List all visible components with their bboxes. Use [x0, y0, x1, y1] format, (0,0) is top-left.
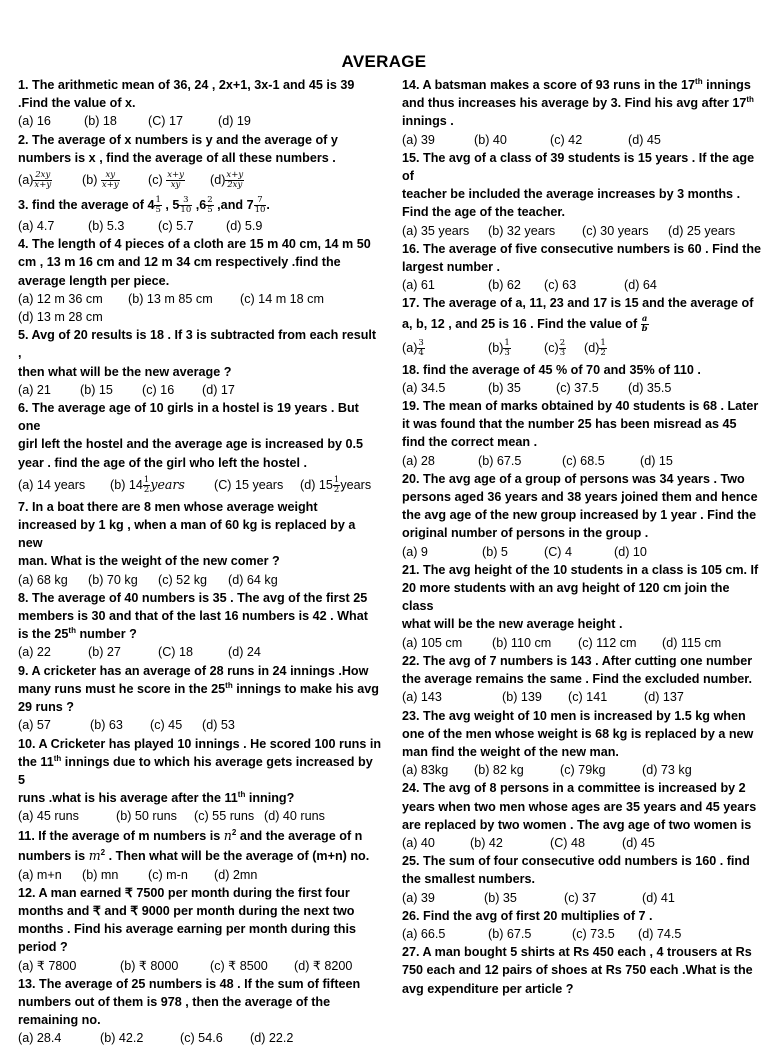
option-a: (a) 45 runs — [18, 809, 79, 824]
question-text: 7. In a boat there are 8 men whose average weight — [18, 499, 318, 514]
question-text: 5. Avg of 20 results is 18 . If 3 is subtracted from each result , — [18, 328, 377, 361]
option-a: (a) 34.5 — [402, 380, 446, 395]
option-c: (c) 63 — [544, 278, 577, 293]
option-c: (c) 79kg — [560, 763, 606, 778]
question-text: 25. The sum of four consecutive odd numbers is 160 . find — [402, 854, 750, 869]
option-d: (d) 115 cm — [662, 635, 722, 650]
question-text: girl left the hostel and the average age is increased by 0.5 — [18, 437, 364, 452]
question-10 — [18, 735, 382, 826]
option-a: (a) 9 — [402, 544, 428, 559]
question-22 — [402, 652, 762, 707]
options — [402, 335, 762, 361]
options — [402, 379, 762, 397]
option-d: (d) $\frac{x+y}{2xy}$ — [210, 170, 244, 191]
options — [402, 543, 762, 561]
option-b: (b) 42.2 — [100, 1031, 144, 1046]
question-text: persons aged 36 years and 38 years joined them and hence — [402, 490, 758, 505]
question-text: 27. A man bought 5 shirts at Rs 450 each , 4 trousers at Rs — [402, 945, 752, 960]
question-text: years when two men whose ages are 35 years and 45 years — [402, 799, 757, 814]
question-text: 2. The average of x numbers is y and the average of y — [18, 132, 338, 147]
option-c: (c) 112 cm — [578, 635, 637, 650]
option-c: (c) 45 — [150, 718, 183, 733]
option-a: (a) 14 years — [18, 477, 86, 492]
options — [402, 761, 762, 779]
option-c: (c) 5.7 — [158, 219, 194, 234]
option-c: (c) 37 — [564, 890, 597, 905]
question-8 — [18, 589, 382, 662]
option-a: (a) 57 — [18, 718, 51, 733]
question-text: 3. find the average of 4 $\frac{1}{5}$ , 5 $\frac{3}{10}$ ,6 $\frac{2}{5}$ ,and 7 $\frac{7}{10}$ . — [18, 195, 270, 216]
option-c: (c) 55 runs — [194, 809, 255, 824]
page-title: AVERAGE — [341, 52, 427, 71]
question-14 — [402, 76, 762, 149]
question-text: 14. A batsman makes a score of 93 runs in the 17th innings — [402, 76, 751, 92]
options — [18, 112, 382, 130]
question-text: the 11th innings due to which his average gets increased by 5 — [18, 753, 373, 787]
options — [18, 308, 382, 326]
question-text: cm , 13 m 16 cm and 12 m 34 cm respectively .find the — [18, 255, 341, 270]
option-c: (C) 18 — [158, 645, 193, 660]
option-c: (C) 17 — [148, 114, 183, 129]
option-c: (c) 141 — [568, 690, 608, 705]
options — [18, 807, 382, 825]
question-text: original number of persons in the group . — [402, 526, 649, 541]
question-16 — [402, 240, 762, 295]
option-a: (a) 21 — [18, 382, 51, 397]
options — [402, 925, 762, 943]
option-b: (b) ₹ 8000 — [120, 958, 179, 973]
question-text: it was found that the number 25 has been misread as 45 — [402, 417, 737, 432]
question-text: period ? — [18, 940, 68, 955]
option-b: (b) 18 — [84, 114, 117, 129]
question-text: 13. The average of 25 numbers is 48 . If the sum of fifteen — [18, 976, 361, 991]
question-24 — [402, 779, 762, 852]
question-text: is the 25th number ? — [18, 626, 137, 642]
question-26 — [402, 907, 762, 943]
options — [402, 222, 762, 240]
option-d: (d) 17 — [202, 382, 235, 397]
question-text: innings . — [402, 114, 454, 129]
option-d: (d) 40 runs — [264, 809, 325, 824]
option-c: (c) 73.5 — [572, 926, 615, 941]
option-d: (d) 45 — [628, 132, 661, 147]
question-text: 17. The average of a, 11, 23 and 17 is 15 and the average of — [402, 296, 754, 311]
question-text: man find the weight of the new man. — [402, 744, 619, 759]
question-17 — [402, 294, 762, 360]
option-a: (a) 4.7 — [18, 219, 55, 234]
question-text: teacher be included the average increases by 3 months . — [402, 187, 741, 202]
option-c: (c) ₹ 8500 — [210, 958, 268, 973]
option-c: (c) 30 years — [582, 223, 649, 238]
option-d: (d) 10 — [614, 544, 647, 559]
question-text: avg expenditure per article ? — [402, 981, 574, 996]
option-b: (b) 67.5 — [478, 453, 522, 468]
question-5 — [18, 326, 382, 399]
option-a: (a) 66.5 — [402, 926, 446, 941]
option-a: (a) 35 years — [402, 223, 470, 238]
question-27 — [402, 943, 762, 998]
options — [402, 276, 762, 294]
option-a: (a) 40 — [402, 835, 435, 850]
option-d: (d) 45 — [622, 835, 655, 850]
question-3 — [18, 193, 382, 235]
option-d: (d) 64 kg — [228, 572, 278, 587]
question-15 — [402, 149, 762, 240]
question-text: average length per piece. — [18, 273, 170, 288]
question-23 — [402, 707, 762, 780]
question-text: 11. If the average of m numbers is $n^2$ and the average of n — [18, 827, 363, 843]
option-b: (b) 40 — [474, 132, 507, 147]
option-a: (a) ₹ 7800 — [18, 958, 77, 973]
question-text: 16. The average of five consecutive numbers is 60 . Find the — [402, 241, 762, 256]
question-4 — [18, 235, 382, 326]
question-text: many runs must he score in the 25th innings to make his avg — [18, 680, 379, 696]
question-text: 21. The avg height of the 10 students in a class is 105 cm. If — [402, 562, 759, 577]
question-text: members is 30 and that of the last 16 numbers is 42 . What — [18, 609, 368, 624]
question-text: 4. The length of 4 pieces of a cloth are 15 m 40 cm, 14 m 50 — [18, 237, 371, 252]
option-b: (b) 70 kg — [88, 572, 138, 587]
question-text: man. What is the weight of the new comer ? — [18, 554, 280, 569]
option-b: (b) 5.3 — [88, 219, 125, 234]
question-text: 1. The arithmetic mean of 36, 24 , 2x+1, 3x-1 and 45 is 39 — [18, 78, 355, 92]
question-text: then what will be the new average ? — [18, 364, 232, 379]
option-b: (b) 110 cm — [492, 635, 552, 650]
option-b: (b) 139 — [502, 690, 542, 705]
option-b: (b) 14 $\frac{1}{2}$ years — [110, 475, 185, 496]
question-11 — [18, 826, 382, 884]
question-text: 20 more students with an avg height of 120 cm join the class — [402, 581, 730, 614]
option-a: (a) 39 — [402, 890, 435, 905]
option-c: (c) $\frac{x+y}{xy}$ — [148, 170, 184, 191]
option-a: (a) 143 — [402, 690, 442, 705]
option-c: (c) 42 — [550, 132, 583, 147]
option-a: (a) 83kg — [402, 763, 449, 778]
options — [18, 472, 382, 498]
option-a: (a) $\frac{2xy}{x+y}$ — [18, 170, 52, 191]
options — [18, 217, 382, 235]
option-b: (b) $\frac{1}{3}$ — [488, 337, 510, 358]
option-a: (a) 12 m 36 cm — [18, 291, 103, 306]
question-text: 8. The average of 40 numbers is 35 . The avg of the first 25 — [18, 590, 368, 605]
option-a: (a) 16 — [18, 114, 51, 129]
question-text: 20. The avg age of a group of persons was 34 years . Two — [402, 471, 745, 486]
question-text: 26. Find the avg of first 20 multiplies of 7 . — [402, 908, 653, 923]
question-text: and thus increases his average by 3. Find his avg after 17th — [402, 95, 754, 111]
question-6 — [18, 399, 382, 498]
options — [18, 1029, 382, 1047]
option-d: (d) 24 — [228, 645, 261, 660]
option-a: (a) 39 — [402, 132, 435, 147]
option-b: (b) $\frac{xy}{x+y}$ — [82, 170, 119, 191]
question-text: the average remains the same . Find the excluded number. — [402, 672, 752, 687]
options — [18, 716, 382, 734]
option-d: (d) 5.9 — [226, 219, 263, 234]
option-d: (d) 137 — [644, 690, 684, 705]
question-text: one of the men whose weight is 68 kg is replaced by a new — [402, 726, 754, 741]
question-text: find the correct mean . — [402, 435, 538, 450]
option-b: (b) 35 — [484, 890, 517, 905]
option-d: (d) 41 — [642, 890, 675, 905]
option-a: (a) 28 — [402, 453, 435, 468]
option-a: (a) 28.4 — [18, 1031, 62, 1046]
option-c: (c) 16 — [142, 382, 175, 397]
question-text: numbers out of them is 978 , then the average of the — [18, 994, 331, 1009]
option-b: (b) 42 — [470, 835, 503, 850]
option-d: (d) ₹ 8200 — [294, 958, 353, 973]
question-text: .Find the value of x. — [18, 96, 136, 111]
question-text: runs .what is his average after the 11th inning? — [18, 789, 295, 806]
option-d: (d) 73 kg — [642, 763, 692, 778]
question-text: 750 each and 12 pairs of shoes at Rs 750 each .What is the — [402, 963, 753, 978]
option-d: (d) 35.5 — [628, 380, 672, 395]
question-text: 15. The avg of a class of 39 students is 15 years . If the age of — [402, 150, 755, 184]
question-text: 22. The avg of 7 numbers is 143 . After cutting one number — [402, 653, 753, 668]
question-text: increased by 1 kg , when a man of 60 kg is replaced by a new — [18, 518, 356, 551]
option-d: (d) 19 — [218, 114, 251, 129]
question-13 — [18, 975, 382, 1048]
question-12 — [18, 884, 382, 975]
question-7 — [18, 498, 382, 589]
option-d: (d) 2mn — [214, 867, 258, 882]
question-19 — [402, 397, 762, 470]
question-text: 23. The avg weight of 10 men is increased by 1.5 kg when — [402, 708, 746, 723]
left-column — [18, 76, 382, 1048]
question-text: what will be the new average height . — [402, 617, 623, 632]
question-18 — [402, 361, 762, 397]
question-text: the smallest numbers. — [402, 872, 535, 887]
question-text: 12. A man earned ₹ 7500 per month during the first four — [18, 885, 350, 900]
question-text: 24. The avg of 8 persons in a committee is increased by 2 — [402, 781, 746, 796]
question-2 — [18, 131, 382, 193]
question-21 — [402, 561, 762, 652]
option-d: (d) $\frac{1}{2}$ — [584, 337, 606, 358]
question-text: a, b, 12 , and 25 is 16 . Find the value of $\frac{a}{b}$ — [402, 313, 648, 334]
option-c: (C) 4 — [544, 544, 572, 559]
question-text: months and ₹ and ₹ 9000 per month during the next two — [18, 903, 355, 918]
option-a: (a) 68 kg — [18, 572, 68, 587]
question-25 — [402, 852, 762, 907]
option-b: (b) 67.5 — [488, 926, 532, 941]
option-a: (a) 22 — [18, 645, 51, 660]
option-b: (b) 13 m 85 cm — [128, 291, 213, 306]
option-c: (C) 48 — [550, 835, 585, 850]
option-b: (b) 63 — [90, 718, 123, 733]
option-c: (c) 54.6 — [180, 1031, 223, 1046]
option-d: (d) 74.5 — [638, 926, 682, 941]
option-b: (b) 62 — [488, 278, 521, 293]
right-column — [402, 76, 762, 998]
options — [402, 131, 762, 149]
option-d: (d) 13 m 28 cm — [18, 310, 103, 325]
option-c: (c) 52 kg — [158, 572, 207, 587]
question-text: 9. A cricketer has an average of 28 runs in 24 innings .How — [18, 663, 369, 678]
question-text: Find the age of the teacher. — [402, 205, 566, 220]
options — [402, 688, 762, 706]
question-text: the avg age of the new group increased by 1 year . Find the — [402, 508, 757, 523]
option-b: (b) 32 years — [488, 223, 556, 238]
option-a: (a) 61 — [402, 278, 435, 293]
option-a: (a) 105 cm — [402, 635, 463, 650]
question-text: remaining no. — [18, 1013, 101, 1028]
option-b: (b) 50 runs — [116, 809, 177, 824]
option-d: (d) 22.2 — [250, 1031, 294, 1046]
question-1 — [18, 76, 382, 131]
options — [18, 643, 382, 661]
option-c: (c) 37.5 — [556, 380, 599, 395]
options — [18, 957, 382, 975]
options — [18, 571, 382, 589]
option-d: (d) 15 — [640, 453, 673, 468]
option-d: (d) 15 $\frac{1}{2}$ years — [300, 475, 372, 496]
option-c: (c) $\frac{2}{3}$ — [544, 337, 566, 358]
options — [402, 889, 762, 907]
question-text: year . find the age of the girl who left the hostel . — [18, 455, 307, 470]
question-text: months . Find his average earning per month during this — [18, 922, 356, 937]
option-b: (b) 35 — [488, 380, 521, 395]
question-text: numbers is $m^2$ . Then what will be the average of (m+n) no. — [18, 847, 370, 863]
options — [18, 290, 382, 308]
option-b: (b) 15 — [80, 382, 113, 397]
question-text: 19. The mean of marks obtained by 40 students is 68 . Later — [402, 399, 759, 414]
question-20 — [402, 470, 762, 561]
option-b: (b) 82 kg — [474, 763, 524, 778]
question-text: 6. The average age of 10 girls in a hostel is 19 years . But one — [18, 401, 359, 434]
options — [402, 634, 762, 652]
option-b: (b) 27 — [88, 645, 121, 660]
option-b: (b) 5 — [482, 544, 508, 559]
options — [18, 866, 382, 884]
question-text: 10. A Cricketer has played 10 innings . He scored 100 runs in — [18, 736, 382, 751]
option-c: (C) 15 years — [214, 477, 284, 492]
options — [18, 167, 382, 193]
option-c: (c) m-n — [148, 867, 188, 882]
option-c: (c) 68.5 — [562, 453, 605, 468]
option-d: (d) 64 — [624, 278, 657, 293]
question-text: are replaced by two women . The avg age of two women is — [402, 817, 752, 832]
options — [402, 834, 762, 852]
option-b: (b) mn — [82, 867, 119, 882]
question-text: numbers is x , find the average of all these numbers . — [18, 150, 336, 165]
question-text: 18. find the average of 45 % of 70 and 35% of 110 . — [402, 362, 701, 377]
option-d: (d) 25 years — [668, 223, 736, 238]
question-9 — [18, 662, 382, 735]
option-d: (d) 53 — [202, 718, 235, 733]
question-text: largest number . — [402, 260, 500, 275]
options — [402, 452, 762, 470]
question-text: 29 runs ? — [18, 700, 74, 715]
option-a: (a) m+n — [18, 867, 62, 882]
option-c: (c) 14 m 18 cm — [240, 291, 324, 306]
options — [18, 381, 382, 399]
option-a: (a) $\frac{3}{4}$ — [402, 337, 424, 358]
